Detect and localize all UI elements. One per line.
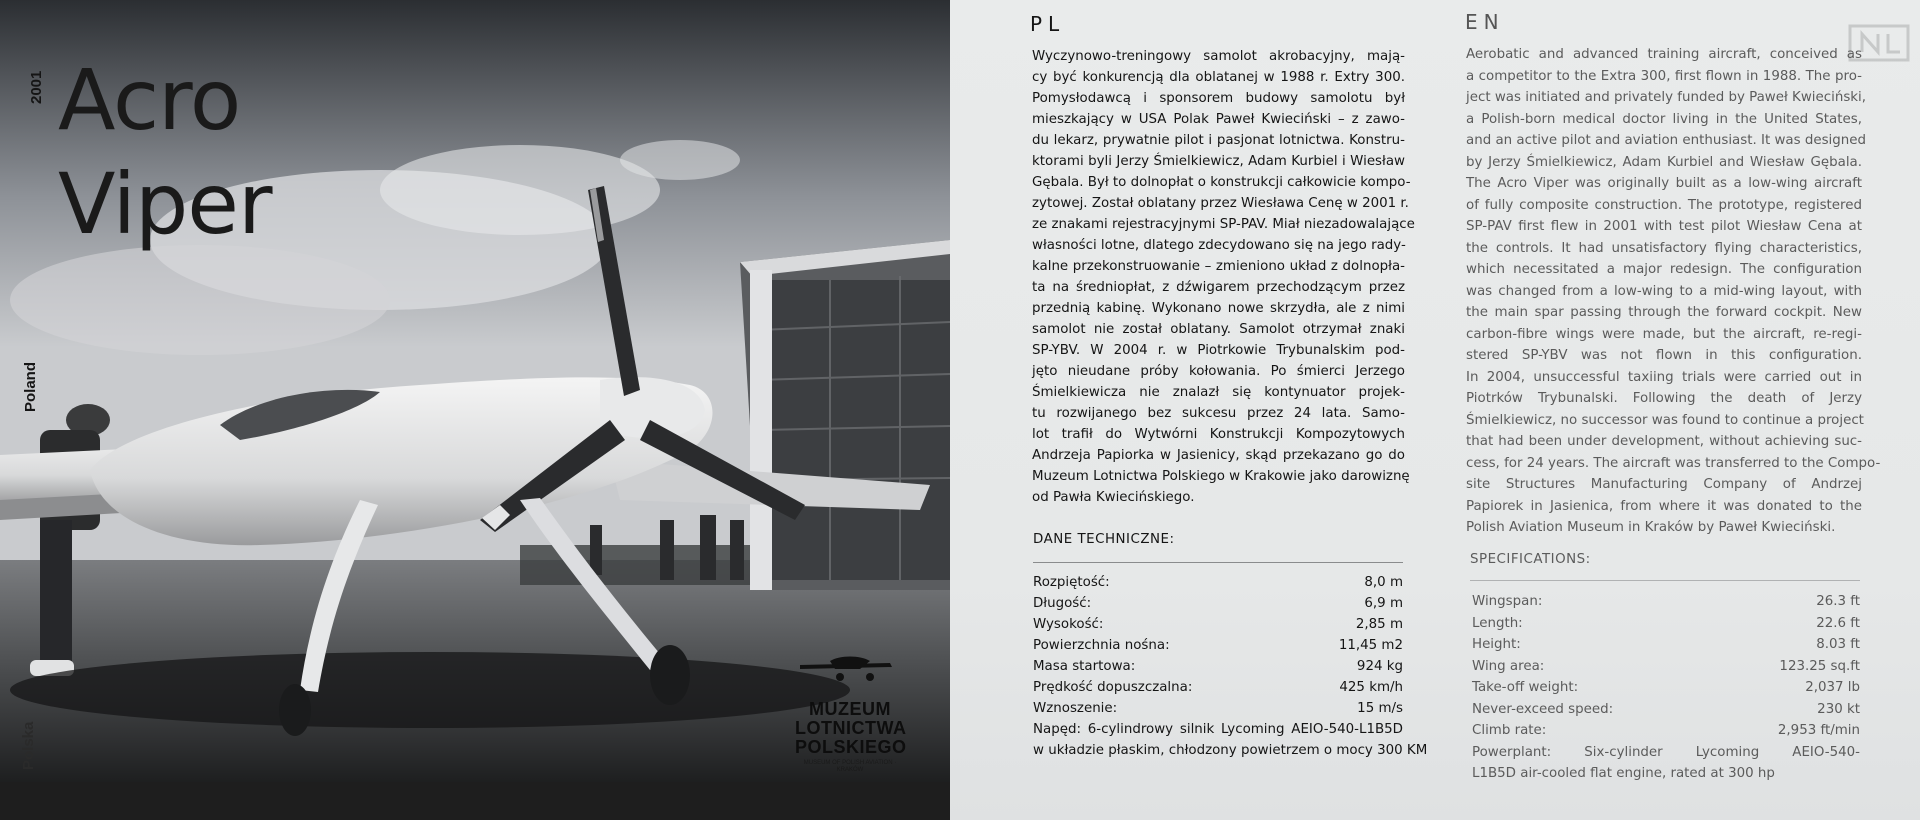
text-line: stered SP-YBV was not flown in this configuration.: [1466, 348, 1862, 363]
english-specs-heading: SPECIFICATIONS:: [1470, 552, 1591, 567]
spec-row: [1472, 677, 1860, 699]
text-line: by Jerzy Śmielkiewicz, Adam Kurbiel and Wiesław Gębala.: [1466, 154, 1862, 170]
spec-label: Take-off weight:: [1472, 680, 1579, 695]
spec-row: [1472, 634, 1860, 656]
logo-line: POLSKIEGO: [795, 737, 907, 757]
museum-logo: [795, 660, 905, 774]
country-label-en: Poland: [22, 361, 39, 412]
spec-row: [1472, 720, 1860, 742]
spec-row: [1472, 591, 1860, 613]
spec-label: Masa startowa:: [1033, 659, 1136, 674]
text-line: ze znakami rejestracyjnymi SP-PAV. Miał niezadowalające: [1032, 217, 1415, 232]
spec-value: 6,9 m: [1364, 596, 1403, 611]
text-line: mieszkający w USA Polak Paweł Kwieciński – z zawo-: [1032, 112, 1405, 127]
spec-value: 8.03 ft: [1816, 637, 1860, 652]
country-label-pl: Polska: [20, 721, 37, 770]
cloud: [380, 145, 660, 235]
text-line: Polish Aviation Museum in Kraków by Paweł Kwieciński.: [1466, 520, 1836, 535]
polish-specs-heading: DANE TECHNICZNE:: [1033, 532, 1175, 547]
english-section-heading: EN: [1465, 10, 1505, 34]
polish-description: [1032, 46, 1415, 508]
spec-label: Prędkość dopuszczalna:: [1033, 680, 1193, 695]
spec-label: Rozpiętość:: [1033, 575, 1110, 590]
cloud: [10, 245, 390, 355]
aircraft-title: [58, 48, 272, 256]
text-line: cy być konkurencją dla oblatanej w 1988 r. Extry 300.: [1032, 70, 1405, 85]
text-line: Muzeum Lotnictwa Polskiego w Krakowie jako darowiznę: [1032, 469, 1410, 484]
text-line: Gębala. Był to dolnopłat o konstrukcji całkowicie kompo-: [1032, 175, 1411, 190]
text-line: Papiorek in Jasienica, from where it was donated to the: [1466, 498, 1862, 514]
spec-row: [1033, 698, 1403, 719]
text-panel: [950, 0, 1920, 820]
text-line: własności lotne, dlatego zdecydowano się na jego rady-: [1032, 238, 1406, 253]
spec-value: 230 kt: [1817, 701, 1860, 717]
text-line: site Structures Manufacturing Company of Andrzej: [1466, 477, 1862, 492]
powerplant-line: L1B5D air-cooled flat engine, rated at 300 hp: [1472, 765, 1775, 781]
spec-row: [1033, 614, 1403, 635]
title-line: Viper: [58, 155, 272, 253]
text-line: od Pawła Kwiecińskiego.: [1032, 490, 1195, 505]
text-line: which necessitated a major redesign. The configuration: [1466, 262, 1862, 277]
text-line: lot trafił do Wytwórni Konstrukcji Kompozytowych: [1032, 427, 1405, 442]
spec-label: Height:: [1472, 637, 1521, 652]
text-line: The Acro Viper was originally built as a low-wing aircraft: [1466, 176, 1862, 191]
text-line: przednią kabinę. Wykonano nowe skrzydła, ale z nimi: [1032, 301, 1405, 316]
text-line: ject was initiated and privately funded by Paweł Kwieciński,: [1466, 90, 1867, 105]
text-line: zytowej. Został oblatany przez Wiesława Cenę w 2001 r.: [1032, 196, 1409, 211]
text-line: tu rozwijanego bez sukcesu przez 24 lata. Samo-: [1032, 406, 1405, 421]
logo-line: MUZEUM: [809, 699, 891, 719]
text-line: jęto nieudane próby kołowania. Po śmierci Jerzego: [1032, 364, 1405, 379]
spec-row: [1033, 572, 1403, 593]
english-specs-table: [1472, 591, 1860, 784]
divider: [1470, 580, 1860, 581]
spec-value: 2,953 ft/min: [1777, 723, 1860, 738]
text-line: that had been under development, without achieving suc-: [1466, 434, 1862, 449]
text-line: du lekarz, prywatnie pilot i pasjonat lotnictwa. Konstru-: [1032, 133, 1405, 148]
spec-row: [1033, 677, 1403, 698]
polish-specs-table: [1033, 572, 1428, 761]
spec-label: Długość:: [1033, 596, 1092, 611]
cloud: [620, 140, 740, 180]
powerplant-line: w układzie płaskim, chłodzony powietrzem o mocy 300 KM: [1033, 743, 1428, 758]
spec-row: [1472, 656, 1860, 678]
text-line: Wyczynowo-treningowy samolot akrobacyjny, mają-: [1032, 49, 1405, 64]
text-line: Andrzeja Papiorka w Jasienicy, skąd przekazano go do: [1032, 448, 1405, 463]
spec-label: Climb rate:: [1472, 723, 1547, 738]
spec-value: 425 km/h: [1339, 680, 1403, 695]
text-line: ta na średniopłat, z dźwigarem przechodzącym przez: [1032, 280, 1405, 295]
spec-value: 11,45 m2: [1338, 638, 1403, 653]
text-line: the main spar passing through the forward cockpit. New: [1466, 305, 1862, 320]
spec-value: 8,0 m: [1364, 575, 1403, 590]
spec-value: 123.25 sq.ft: [1779, 658, 1860, 674]
logo-subtitle: MUSEUM OF POLISH AVIATION · KRAKÓW: [803, 760, 897, 773]
spec-row: [1472, 613, 1860, 635]
text-line: In 2004, unsuccessful taxiing trials were carried out in: [1466, 369, 1862, 385]
spec-value: 26.3 ft: [1816, 594, 1860, 609]
text-line: samolot nie został oblatany. Samolot otrzymał znaki: [1032, 322, 1405, 337]
logo-line: LOTNICTWA: [795, 718, 907, 738]
polish-section-heading: PL: [1030, 12, 1066, 36]
text-line: Pomysłodawcą i sponsorem budowy samolotu był: [1032, 91, 1405, 106]
spec-label: Powierzchnia nośna:: [1033, 638, 1170, 653]
text-line: ktorami byli Jerzy Śmielkiewicz, Adam Kurbiel i Wiesław: [1032, 154, 1405, 169]
photo-panel: [0, 0, 950, 782]
text-line: kalne przekonstruowanie – zmieniono układ z dolnopła-: [1032, 259, 1405, 274]
divider: [1033, 562, 1403, 563]
text-line: a Polish-born medical doctor living in the United States,: [1466, 111, 1862, 127]
text-line: SP-YBV. W 2004 r. w Piotrkowie Trybunalskim pod-: [1032, 343, 1405, 358]
wheel: [650, 645, 690, 705]
text-line: SP-PAV first flew in 2001 with test pilot Wiesław Cena at: [1466, 219, 1862, 234]
wheel: [279, 684, 311, 736]
text-line: Aerobatic and advanced training aircraft, conceived as: [1466, 47, 1862, 62]
text-line: Piotrków Trybunalski. Following the death of Jerzy: [1466, 391, 1862, 406]
text-line: and an active pilot and aviation enthusiast. It was designed: [1466, 133, 1867, 148]
spec-label: Wing area:: [1472, 658, 1545, 674]
text-line: Śmielkiewicza nie znalazł się kontynuator projek-: [1032, 385, 1405, 400]
text-line: cess, for 24 years. The aircraft was transferred to the Compo-: [1466, 455, 1881, 471]
spec-value: 2,037 lb: [1805, 680, 1860, 695]
spec-label: Wznoszenie:: [1033, 701, 1118, 716]
text-line: Śmielkiewicz, no successor was found to continue a project: [1466, 412, 1864, 428]
spec-value: 15 m/s: [1357, 701, 1403, 716]
spec-value: 2,85 m: [1355, 617, 1403, 632]
powerplant-line: Powerplant: Six-cylinder Lycoming AEIO-540-: [1472, 744, 1860, 760]
spec-label: Never-exceed speed:: [1472, 701, 1614, 717]
spec-row: [1033, 656, 1403, 677]
year-label: 2001: [28, 70, 45, 104]
powerplant-line: Napęd: 6-cylindrowy silnik Lycoming AEIO-540-L1B5D: [1033, 722, 1403, 737]
spec-row: [1472, 699, 1860, 721]
text-line: the controls. It had unsatisfactory flying characteristics,: [1466, 240, 1862, 256]
text-line: of fully composite construction. The prototype, registered: [1466, 197, 1862, 213]
spec-value: 22.6 ft: [1816, 615, 1860, 631]
text-line: was changed from a low-wing to a mid-wing layout, with: [1466, 283, 1862, 299]
spec-label: Length:: [1472, 615, 1523, 631]
title-line: Acro: [58, 51, 241, 149]
english-description: [1466, 44, 1881, 539]
spec-value: 924 kg: [1356, 659, 1403, 674]
spec-label: Wysokość:: [1033, 617, 1104, 632]
hangar: [740, 240, 950, 590]
text-line: a competitor to the Extra 300, first flown in 1988. The pro-: [1466, 68, 1862, 84]
spec-row: [1033, 635, 1403, 656]
spec-label: Wingspan:: [1472, 594, 1543, 609]
spec-row: [1033, 593, 1403, 614]
text-line: carbon-fibre wings were made, but the aircraft, re-regi-: [1466, 326, 1862, 342]
